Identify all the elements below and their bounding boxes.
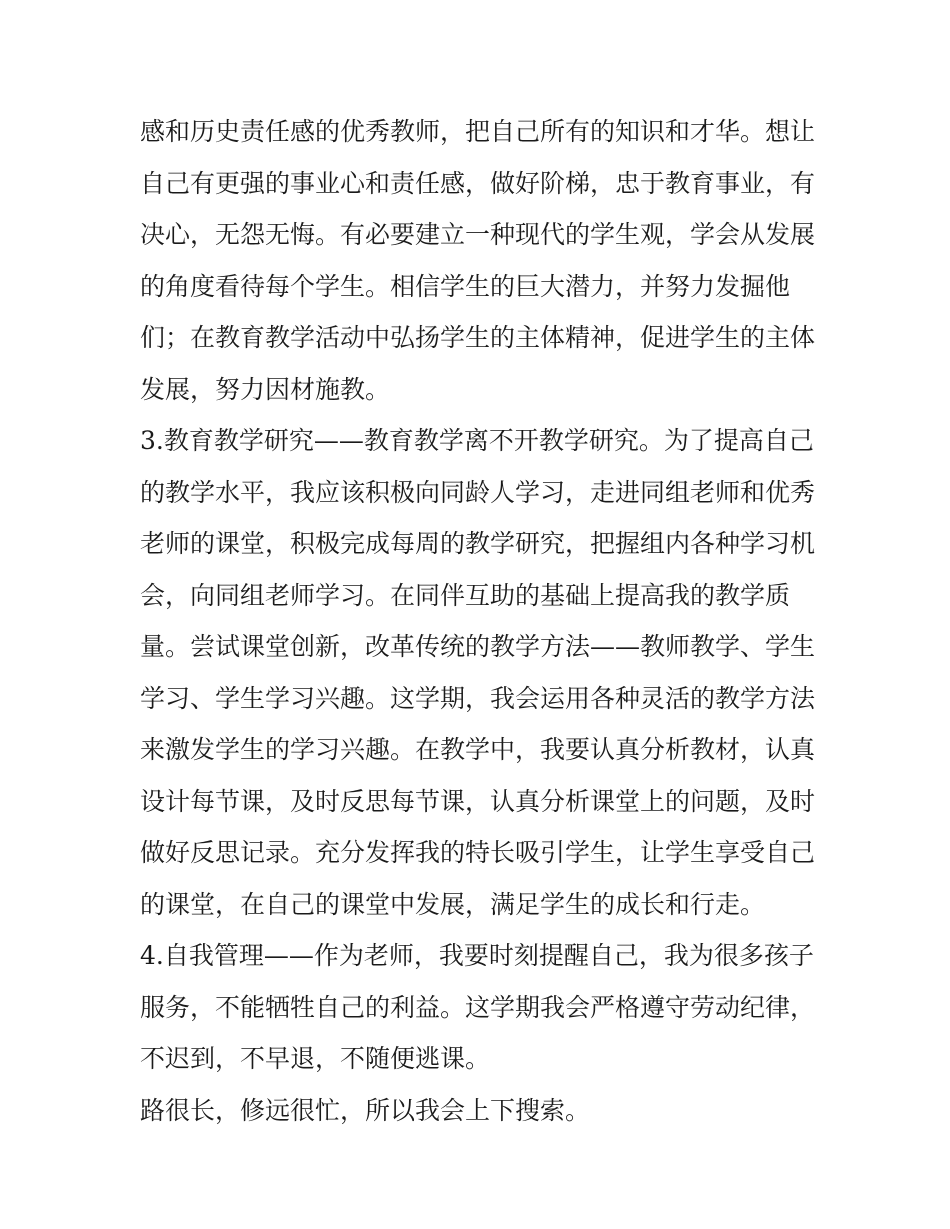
text-line: 们；在教育教学活动中弘扬学生的主体精神，促进学生的主体 xyxy=(140,323,816,352)
text-line: 做好反思记录。充分发挥我的特长吸引学生，让学生享受自己 xyxy=(140,838,816,867)
text-line: 自己有更强的事业心和责任感，做好阶梯，忠于教育事业，有 xyxy=(140,168,816,198)
text-line: 会，向同组老师学习。在同伴互助的基础上提高我的教学质 xyxy=(140,580,791,610)
text-line: 服务，不能牺牲自己的利益。这学期我会严格遵守劳动纪律， xyxy=(140,992,816,1022)
text-line: 的教学水平，我应该积极向同龄人学习，走进同组老师和优秀 xyxy=(140,477,816,507)
text-line: 的角度看待每个学生。相信学生的巨大潜力，并努力发掘他 xyxy=(140,271,791,301)
text-line: 不迟到，不早退，不随便逃课。 xyxy=(140,1044,491,1073)
section-heading-line: 3.教育教学研究——教育教学离不开教学研究。为了提高自己 xyxy=(140,426,814,455)
text-line: 量。尝试课堂创新，改革传统的教学方法——教师教学、学生 xyxy=(140,632,816,661)
text-line: 老师的课堂，积极完成每周的教学研究，把握组内各种学习机 xyxy=(140,529,816,558)
text-line: 感和历史责任感的优秀教师，把自己所有的知识和才华。想让 xyxy=(140,117,816,146)
section-heading-line: 4.自我管理——作为老师，我要时刻提醒自己，我为很多孩子 xyxy=(140,941,814,970)
text-line: 设计每节课，及时反思每节课，认真分析课堂上的问题，及时 xyxy=(140,786,816,816)
text-line: 发展，努力因材施教。 xyxy=(140,374,391,404)
text-line: 决心，无怨无悔。有必要建立一种现代的学生观，学会从发展 xyxy=(140,220,816,249)
text-line: 的课堂，在自己的课堂中发展，满足学生的成长和行走。 xyxy=(140,889,766,919)
text-line: 来激发学生的学习兴趣。在教学中，我要认真分析教材，认真 xyxy=(140,735,816,764)
document-body xyxy=(140,106,820,1136)
text-line: 学习、学生学习兴趣。这学期，我会运用各种灵活的教学方法 xyxy=(140,683,816,713)
closing-line: 路很长，修远很忙，所以我会上下搜索。 xyxy=(140,1095,591,1125)
